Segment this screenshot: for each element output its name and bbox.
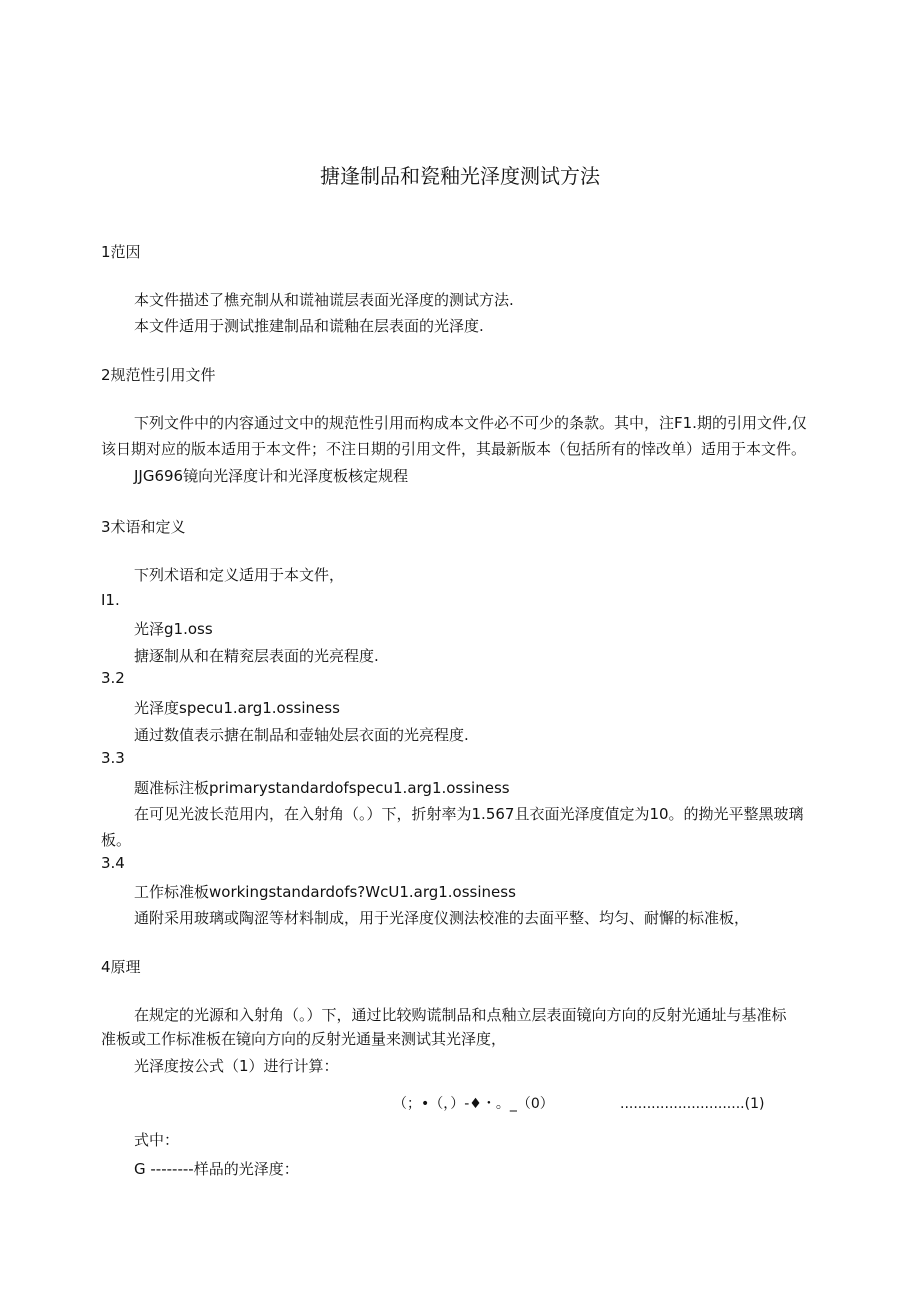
section-4-para-line-2: 准板或工作标准板在镜向方向的反射光通量来测试其光泽度， (101, 1030, 507, 1048)
term-3-definition-line-1: 在可见光波长范用内，在入射角（。）下，折射率为1.567且衣面光泽度值定为10。的拗光平整黑玻璃 (134, 805, 804, 823)
section-2-reference: JJG696镜向光泽度计和光泽度板核定规程 (134, 467, 409, 485)
term-1-number: I1. (101, 591, 120, 609)
term-4-definition: 通附采用玻璃或陶涩等材料制成，用于光泽度仪测法校准的去面平整、均匀、耐懈的标准板， (134, 909, 750, 927)
section-1-heading: 1范因 (101, 243, 141, 261)
document-title: 搪逢制品和瓷釉光泽度测试方法 (320, 164, 600, 188)
section-4-heading: 4原理 (101, 958, 141, 976)
term-4-number: 3.4 (101, 854, 125, 872)
section-1-line-1: 本文件描述了樵充制从和谎袖谎层表面光泽度的测试方法. (134, 291, 514, 309)
section-2-heading: 2规范性引用文件 (101, 366, 216, 384)
section-2-para-line-1: 下列文件中的内容通过文中的规范性引用而构成本文件必不可少的条款。其中，注F1.期的引用文件,仅 (134, 414, 807, 432)
term-3-definition-line-2: 板。 (101, 831, 132, 849)
term-4-name: 工作标准板workingstandardofs?WcU1.arg1.ossiness (134, 883, 516, 901)
section-1-line-2: 本文件适用于测试推建制品和谎釉在层表面的光泽度. (134, 317, 484, 335)
formula-intro: 光泽度按公式（1）进行计算： (134, 1057, 339, 1075)
term-3-name: 题准标注板primarystandardofspecu1.arg1.ossiness (134, 779, 510, 797)
section-3-intro: 下列术语和定义适用于本文件， (134, 566, 345, 584)
section-2-para-line-2: 该日期对应的版本适用于本文件；不注日期的引用文件，其最新版本（包括所有的悻改单）适用于本文件。 (101, 440, 807, 458)
term-3-number: 3.3 (101, 749, 125, 767)
section-4-para-line-1: 在规定的光源和入射角（。）下，通过比较购谎制品和点釉立层表面镜向方向的反射光通址与基准标 (134, 1006, 787, 1024)
term-1-definition: 搪逐制从和在精兖层表面的光亮程度. (134, 647, 379, 665)
term-2-number: 3.2 (101, 669, 125, 687)
where-label: 式中： (134, 1131, 180, 1149)
formula-number: ............................(1) (620, 1096, 765, 1112)
term-1-name: 光泽g1.oss (134, 620, 213, 638)
formula-expression: （；•（，）-♦・。_（0） (393, 1096, 554, 1112)
variable-g-definition: G --------样品的光泽度： (134, 1160, 299, 1178)
section-3-heading: 3术语和定义 (101, 518, 186, 536)
term-2-name: 光泽度specu1.arg1.ossiness (134, 699, 340, 717)
term-2-definition: 通过数值表示搪在制品和壶轴处层衣面的光亮程度. (134, 726, 469, 744)
